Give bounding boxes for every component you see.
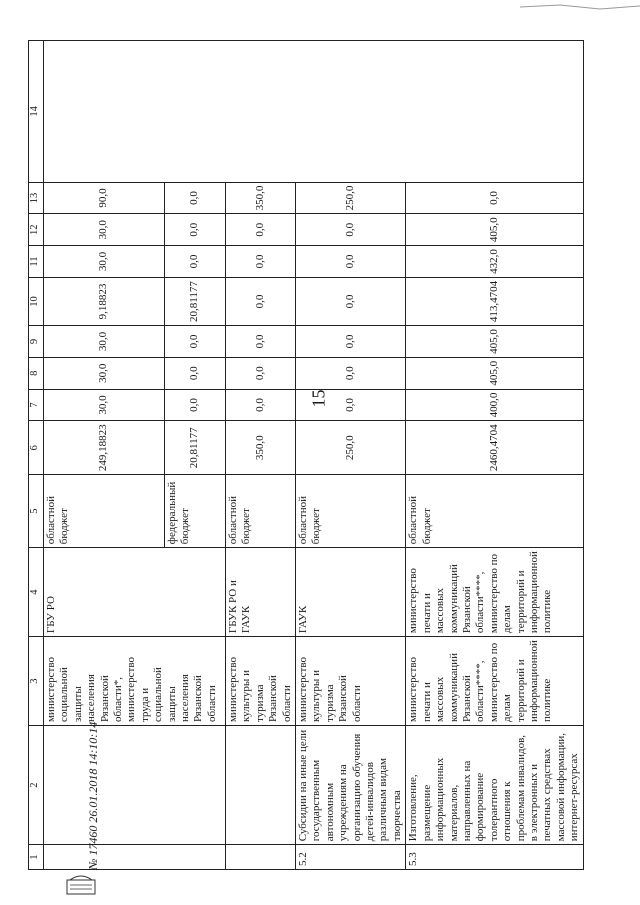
row-description bbox=[226, 726, 296, 845]
value-cell: 0,0 bbox=[226, 246, 296, 278]
col-header: 13 bbox=[29, 182, 44, 214]
col-header: 3 bbox=[29, 637, 44, 726]
row-number: 5.3 bbox=[406, 845, 583, 870]
col-header: 11 bbox=[29, 246, 44, 278]
scan-artifact bbox=[520, 0, 640, 10]
value-cell: 0,0 bbox=[296, 246, 406, 278]
value-cell: 0,0 bbox=[165, 357, 226, 389]
value-cell: 30,0 bbox=[44, 246, 165, 278]
value-cell: 0,0 bbox=[226, 214, 296, 246]
value-cell: 0,0 bbox=[296, 277, 406, 325]
value-cell: 413,4704 bbox=[406, 277, 583, 325]
col-header: 1 bbox=[29, 845, 44, 870]
col-header: 12 bbox=[29, 214, 44, 246]
value-cell: 0,0 bbox=[165, 389, 226, 421]
row-budget-source: областной бюджет bbox=[296, 475, 406, 548]
value-cell: 250,0 bbox=[296, 182, 406, 214]
row-executor: министерство печати и массовых коммуникаций Рязанской области****, министерство по делам территорий и информационной политике bbox=[406, 548, 583, 637]
value-cell: 30,0 bbox=[44, 357, 165, 389]
value-total: 249,18823 bbox=[44, 421, 165, 475]
value-cell: 0,0 bbox=[165, 326, 226, 358]
row-description bbox=[44, 726, 226, 845]
value-cell: 0,0 bbox=[226, 277, 296, 325]
value-cell: 9,18823 bbox=[44, 277, 165, 325]
col-header: 9 bbox=[29, 326, 44, 358]
row-number: 5.2 bbox=[296, 845, 406, 870]
value-cell: 0,0 bbox=[296, 214, 406, 246]
value-cell: 405,0 bbox=[406, 214, 583, 246]
col-header: 4 bbox=[29, 548, 44, 637]
value-cell: 400,0 bbox=[406, 389, 583, 421]
value-cell: 30,0 bbox=[44, 389, 165, 421]
value-total: 250,0 bbox=[296, 421, 406, 475]
col-header: 6 bbox=[29, 421, 44, 475]
row-executor: ГБУ РО bbox=[44, 548, 226, 637]
row-number bbox=[226, 845, 296, 870]
col-header: 10 bbox=[29, 277, 44, 325]
row-responsible: министерство культуры и туризма Рязанской области bbox=[226, 637, 296, 726]
row-executor: ГАУК bbox=[296, 548, 406, 637]
row-budget-source: областной бюджет bbox=[226, 475, 296, 548]
value-cell: 0,0 bbox=[226, 357, 296, 389]
value-total: 2460,4704 bbox=[406, 421, 583, 475]
registration-stamp-text: № 17460 26.01.2018 14:10:14 bbox=[86, 721, 100, 870]
row-executor: ГБУК РО и ГАУК bbox=[226, 548, 296, 637]
row-responsible: министерство печати и массовых коммуникаций Рязанской области****, министерство по делам территорий и информационной политике bbox=[406, 637, 583, 726]
value-cell: 432,0 bbox=[406, 246, 583, 278]
column-number-row bbox=[29, 41, 44, 870]
value-cell: 30,0 bbox=[44, 214, 165, 246]
row-description: Субсидии на иные цели государственным автономным учреждениям на организацию обучения детей-инвалидов различным видам творчества bbox=[296, 726, 406, 845]
col-header: 2 bbox=[29, 726, 44, 845]
row-budget-source: областной бюджет bbox=[44, 475, 165, 548]
row-budget-source: федеральный бюджет bbox=[165, 475, 226, 548]
value-cell: 20,81177 bbox=[165, 277, 226, 325]
col-header: 8 bbox=[29, 357, 44, 389]
value-cell: 0,0 bbox=[165, 246, 226, 278]
value-cell: 0,0 bbox=[165, 214, 226, 246]
value-cell: 0,0 bbox=[226, 389, 296, 421]
value-cell: 0,0 bbox=[226, 326, 296, 358]
budget-table bbox=[28, 40, 584, 870]
value-cell: 0,0 bbox=[296, 357, 406, 389]
empty-col-14 bbox=[44, 41, 584, 183]
value-total: 350,0 bbox=[226, 421, 296, 475]
value-cell: 405,0 bbox=[406, 326, 583, 358]
col-header: 7 bbox=[29, 389, 44, 421]
row-responsible: министерство социальной защиты населения Рязанской области*, министерство труда и социальной защиты населения Рязанской области bbox=[44, 637, 226, 726]
value-total: 20,81177 bbox=[165, 421, 226, 475]
table-row bbox=[44, 41, 165, 870]
row-responsible: министерство культуры и туризма Рязанской области bbox=[296, 637, 406, 726]
row-description: Изготовление, размещение информационных материалов, направленных на формирование толерантного отношения к проблемам инвалидов, в электронных и печатных средствах массовой информации, интернет-ресурсах bbox=[406, 726, 583, 845]
value-cell: 0,0 bbox=[165, 182, 226, 214]
value-cell: 90,0 bbox=[44, 182, 165, 214]
page-number: 15 bbox=[308, 389, 329, 408]
registration-stamp-icon bbox=[66, 872, 96, 896]
value-cell: 350,0 bbox=[226, 182, 296, 214]
value-cell: 30,0 bbox=[44, 326, 165, 358]
value-cell: 0,0 bbox=[296, 326, 406, 358]
rotated-table-container bbox=[28, 40, 603, 870]
value-cell: 405,0 bbox=[406, 357, 583, 389]
value-cell: 0,0 bbox=[406, 182, 583, 214]
col-header: 5 bbox=[29, 475, 44, 548]
row-budget-source: областной бюджет bbox=[406, 475, 583, 548]
col-header: 14 bbox=[29, 41, 44, 183]
value-cell: 0,0 bbox=[296, 389, 406, 421]
row-number bbox=[44, 845, 226, 870]
